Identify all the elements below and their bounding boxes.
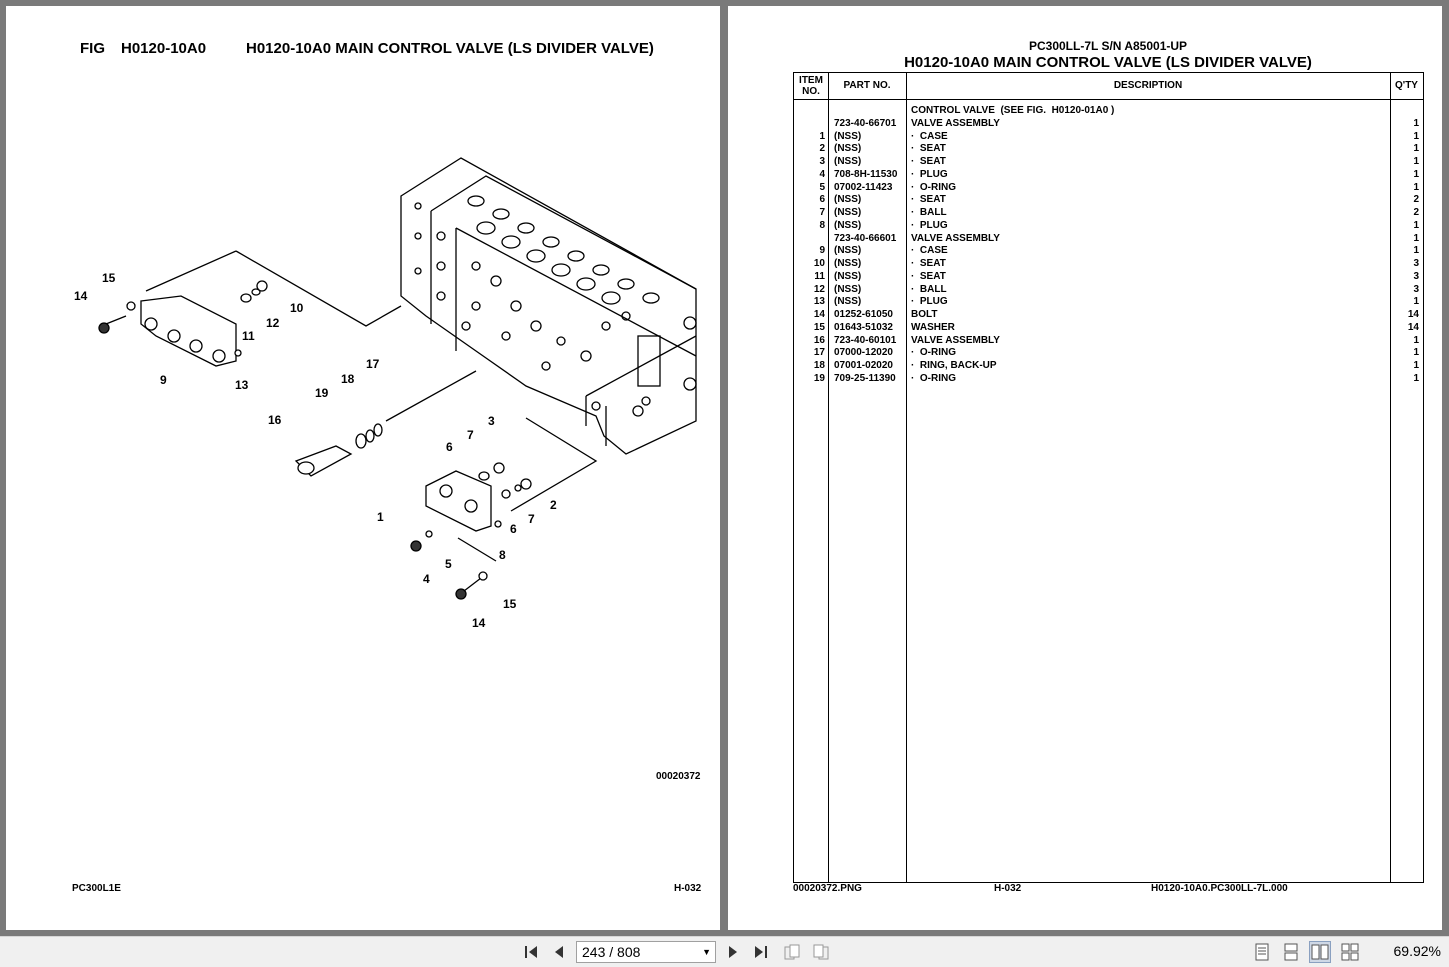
parts-title: H0120-10A0 MAIN CONTROL VALVE (LS DIVIDER VALVE)	[904, 54, 1312, 71]
quantity-cell: 1	[1413, 168, 1419, 180]
quantity-cell: 1	[1413, 347, 1419, 359]
callout-2: 2	[550, 498, 557, 512]
item-no-cell: 17	[813, 347, 825, 359]
part-no-cell: 07000-12020	[834, 347, 893, 359]
description-cell: · PLUG	[911, 219, 948, 231]
description-cell: · SEAT	[911, 270, 946, 282]
quantity-cell: 1	[1413, 130, 1419, 142]
item-no-cell: 14	[813, 309, 825, 320]
quantity-cell: 14	[1407, 309, 1419, 320]
item-no-cell: 11	[814, 270, 825, 282]
quantity-cell: 3	[1413, 258, 1419, 269]
description-cell: VALVE ASSEMBLY	[911, 232, 1000, 244]
description-cell: · SEAT	[911, 143, 946, 155]
description-cell: · O-RING	[911, 372, 956, 384]
part-no-cell: 723-40-66701	[834, 117, 897, 129]
fig-number: H0120-10A0	[121, 40, 207, 57]
table-row	[794, 118, 1423, 131]
description-cell: · SEAT	[911, 258, 946, 269]
footer-mid: H-032	[994, 883, 1022, 894]
description-cell: · SEAT	[911, 194, 946, 206]
callout-7b: 7	[528, 512, 535, 526]
prev-page-icon[interactable]	[548, 941, 570, 963]
part-no-cell: 709-25-11390	[834, 372, 896, 384]
page-separator: /	[609, 944, 614, 960]
description-cell: · O-RING	[911, 347, 956, 359]
callout-19: 19	[315, 386, 329, 400]
item-no-cell: 13	[813, 296, 825, 308]
table-row	[794, 322, 1423, 335]
item-no-cell: 1	[819, 130, 825, 142]
part-no-cell: (NSS)	[834, 270, 862, 282]
chevron-down-icon[interactable]: ▼	[702, 947, 711, 957]
description-cell: CONTROL VALVE (SEE FIG. H0120-01A0 )	[911, 105, 1115, 116]
callout-6a: 6	[446, 440, 453, 454]
quantity-cell: 1	[1413, 334, 1419, 346]
callout-3: 3	[488, 414, 495, 428]
item-no-cell: 6	[819, 194, 825, 206]
last-page-icon[interactable]	[750, 941, 772, 963]
callout-11: 11	[242, 329, 255, 343]
item-no-cell: 15	[813, 321, 825, 333]
item-no-cell: 8	[819, 219, 825, 231]
quantity-cell: 1	[1413, 232, 1419, 244]
part-no-cell: 708-8H-11530	[834, 168, 898, 180]
callout-1: 1	[377, 510, 384, 524]
image-code: 00020372	[656, 771, 701, 782]
callout-15a: 15	[102, 271, 116, 285]
footer-right: H-032	[674, 883, 702, 894]
quantity-cell: 1	[1413, 245, 1419, 257]
header-item: ITEM NO.	[799, 75, 823, 97]
table-row	[794, 143, 1423, 156]
table-row	[794, 156, 1423, 169]
fig-label: FIG	[80, 40, 105, 57]
quantity-cell: 1	[1413, 117, 1419, 129]
part-no-cell: (NSS)	[834, 296, 862, 308]
description-cell: · SEAT	[911, 156, 946, 167]
part-no-cell: 01252-61050	[834, 309, 893, 320]
part-no-cell: (NSS)	[834, 194, 862, 206]
zoom-level[interactable]: 69.92%	[1393, 943, 1441, 959]
description-cell: · CASE	[911, 130, 948, 142]
description-cell: · BALL	[911, 283, 947, 295]
description-cell: VALVE ASSEMBLY	[911, 334, 1000, 346]
item-no-cell: 4	[819, 168, 825, 180]
quantity-cell: 2	[1413, 207, 1419, 218]
quantity-cell: 1	[1413, 181, 1419, 193]
part-no-cell: (NSS)	[834, 258, 862, 269]
description-cell: · BALL	[911, 207, 947, 218]
callout-5: 5	[445, 557, 452, 571]
current-page: 243	[582, 944, 606, 960]
part-no-cell: (NSS)	[834, 130, 862, 142]
table-row	[794, 207, 1423, 220]
quantity-cell: 1	[1413, 219, 1419, 231]
callout-14a: 14	[74, 289, 88, 303]
part-no-cell: 723-40-60101	[834, 334, 897, 346]
description-cell: · O-RING	[911, 181, 956, 193]
part-no-cell: (NSS)	[834, 245, 862, 257]
model-line: PC300LL-7L S/N A85001-UP	[1028, 39, 1188, 53]
callout-13: 13	[235, 378, 249, 392]
page-number-field[interactable]	[576, 941, 716, 963]
callout-18: 18	[341, 372, 355, 386]
item-no-cell: 10	[813, 258, 825, 269]
first-page-icon[interactable]	[520, 941, 542, 963]
callout-16: 16	[268, 413, 282, 427]
rotate-cw-icon[interactable]	[781, 941, 803, 963]
table-row	[794, 131, 1423, 144]
right-page	[728, 6, 1442, 930]
table-row	[794, 296, 1423, 309]
callout-10: 10	[290, 301, 304, 315]
table-row	[794, 105, 1423, 118]
table-row	[794, 258, 1423, 271]
part-no-cell: 01643-51032	[834, 321, 893, 333]
footer-left: 00020372.PNG	[793, 883, 862, 894]
single-page-icon[interactable]	[1251, 941, 1273, 963]
footer-right: H0120-10A0.PC300LL-7L.000	[1151, 883, 1288, 894]
part-no-cell: (NSS)	[834, 207, 862, 218]
left-page	[6, 6, 720, 930]
item-no-cell: 9	[819, 245, 825, 257]
item-no-cell: 16	[813, 334, 825, 346]
description-cell: VALVE ASSEMBLY	[911, 117, 1000, 129]
fig-title: H0120-10A0 MAIN CONTROL VALVE (LS DIVIDER VALVE)	[246, 40, 654, 57]
table-row	[794, 271, 1423, 284]
callout-8: 8	[499, 548, 506, 562]
table-row	[794, 233, 1423, 246]
table-row	[794, 373, 1423, 386]
rotate-ccw-icon[interactable]	[810, 941, 832, 963]
part-no-cell: 07002-11423	[834, 181, 893, 193]
continuous-icon[interactable]	[1280, 941, 1302, 963]
callout-17: 17	[366, 357, 380, 371]
quantity-cell: 1	[1413, 143, 1419, 155]
footer-left: PC300L1E	[72, 883, 121, 894]
header-part: PART NO.	[843, 80, 891, 91]
part-no-cell: (NSS)	[834, 219, 862, 231]
table-row	[794, 335, 1423, 348]
pdf-toolbar	[0, 936, 1449, 967]
item-no-cell: 7	[819, 207, 825, 218]
table-row	[794, 182, 1423, 195]
description-cell: · PLUG	[911, 296, 948, 308]
table-row	[794, 194, 1423, 207]
part-no-cell: (NSS)	[834, 283, 862, 295]
callout-15b: 15	[503, 597, 517, 611]
parts-table	[793, 72, 1424, 883]
quantity-cell: 1	[1413, 156, 1419, 167]
item-no-cell: 3	[819, 156, 825, 167]
callout-7a: 7	[467, 428, 474, 442]
item-no-cell: 18	[813, 360, 825, 371]
quantity-cell: 3	[1413, 283, 1419, 295]
item-no-cell: 2	[819, 143, 825, 155]
description-cell: WASHER	[911, 321, 955, 333]
callout-9: 9	[160, 373, 167, 387]
continuous-facing-icon[interactable]	[1339, 941, 1361, 963]
callout-14b: 14	[472, 616, 486, 630]
table-row	[794, 360, 1423, 373]
quantity-cell: 14	[1407, 321, 1419, 333]
description-cell: · CASE	[911, 245, 948, 257]
quantity-cell: 2	[1413, 194, 1419, 206]
callout-4: 4	[423, 572, 430, 586]
table-row	[794, 309, 1423, 322]
next-page-icon[interactable]	[722, 941, 744, 963]
header-description: DESCRIPTION	[1113, 80, 1183, 91]
quantity-cell: 3	[1413, 270, 1419, 282]
part-no-cell: 723-40-66601	[834, 232, 897, 244]
part-no-cell: (NSS)	[834, 156, 862, 167]
quantity-cell: 1	[1413, 372, 1419, 384]
table-row	[794, 169, 1423, 182]
table-row	[794, 347, 1423, 360]
table-row	[794, 220, 1423, 233]
item-no-cell: 5	[819, 181, 825, 193]
part-no-cell: 07001-02020	[834, 360, 893, 371]
table-row	[794, 284, 1423, 297]
part-no-cell: (NSS)	[834, 143, 862, 155]
facing-pages-icon[interactable]	[1309, 941, 1331, 963]
description-cell: · RING, BACK-UP	[911, 360, 997, 371]
quantity-cell: 1	[1413, 360, 1419, 371]
description-cell: BOLT	[911, 309, 938, 320]
item-no-cell: 19	[813, 372, 825, 384]
quantity-cell: 1	[1413, 296, 1419, 308]
description-cell: · PLUG	[911, 168, 948, 180]
table-row	[794, 245, 1423, 258]
callout-6b: 6	[510, 522, 517, 536]
header-qty: Q'TY	[1395, 80, 1418, 91]
exploded-diagram	[6, 6, 720, 930]
total-pages: 808	[617, 944, 641, 960]
item-no-cell: 12	[813, 283, 825, 295]
callout-12: 12	[266, 316, 280, 330]
